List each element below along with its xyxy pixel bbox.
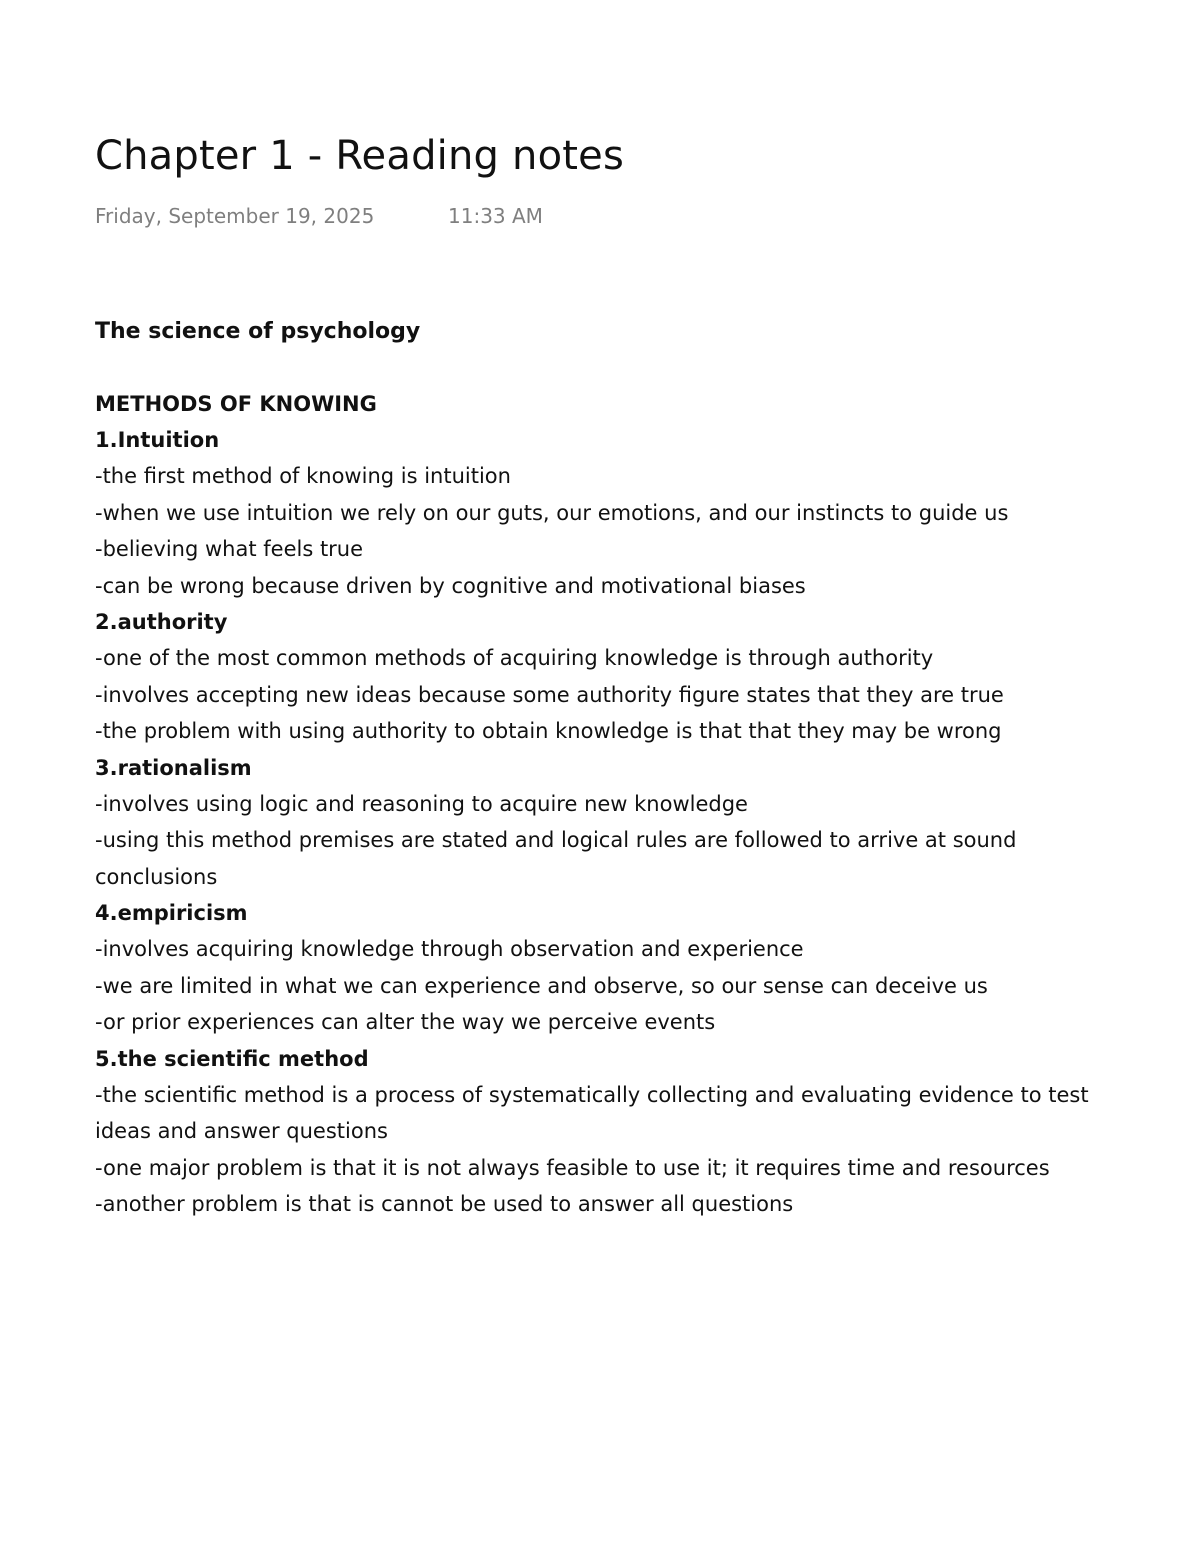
method-heading: 1.Intuition [95, 428, 220, 452]
section-title: The science of psychology [95, 319, 421, 344]
note-item: -using this method premises are stated and logical rules are followed to arrive at sound conclusions [95, 828, 1017, 889]
note-item: -involves acquiring knowledge through observation and experience [95, 937, 804, 961]
method-block-scientific-method [95, 1041, 1090, 1223]
method-block-authority [95, 604, 1090, 750]
blank-line [95, 350, 1090, 386]
note-item: -the first method of knowing is intuition [95, 464, 511, 488]
note-list [95, 458, 1090, 604]
method-block-rationalism [95, 750, 1090, 896]
page-title[interactable]: Chapter 1 - Reading notes [95, 133, 624, 179]
method-block-empiricism [95, 895, 1090, 1041]
note-content[interactable] [95, 314, 1090, 1223]
note-item: -or prior experiences can alter the way we perceive events [95, 1010, 716, 1034]
note-item: -one of the most common methods of acquiring knowledge is through authority [95, 646, 934, 670]
note-item: -when we use intuition we rely on our guts, our emotions, and our instincts to guide us [95, 500, 1009, 525]
page-date: Friday, September 19, 2025 [95, 204, 375, 228]
note-item: -we are limited in what we can experience and observe, so our sense can deceive us [95, 973, 988, 998]
note-item: -one major problem is that it is not always feasible to use it; it requires time and resources [95, 1155, 1050, 1180]
note-item: -another problem is that is cannot be used to answer all questions [95, 1192, 794, 1216]
note-item: -the problem with using authority to obtain knowledge is that that they may be wrong [95, 719, 1002, 743]
note-list [95, 1077, 1090, 1223]
method-heading: 2.authority [95, 610, 228, 634]
note-list [95, 640, 1090, 750]
method-heading: 5.the scientific method [95, 1046, 369, 1071]
method-block-intuition [95, 422, 1090, 604]
note-item: -believing what feels true [95, 537, 364, 561]
method-heading: 4.empiricism [95, 901, 248, 925]
note-item: -involves using logic and reasoning to acquire new knowledge [95, 791, 748, 816]
methods-heading: METHODS OF KNOWING [95, 392, 377, 416]
method-heading: 3.rationalism [95, 755, 252, 780]
note-item: -can be wrong because driven by cognitive and motivational biases [95, 573, 806, 598]
note-list [95, 931, 1090, 1041]
page-time: 11:33 AM [448, 204, 543, 228]
note-list [95, 786, 1090, 896]
note-item: -the scientific method is a process of systematically collecting and evaluating evidence to test ideas and answer questions [95, 1082, 1089, 1143]
note-item: -involves accepting new ideas because some authority figure states that they are true [95, 682, 1004, 707]
